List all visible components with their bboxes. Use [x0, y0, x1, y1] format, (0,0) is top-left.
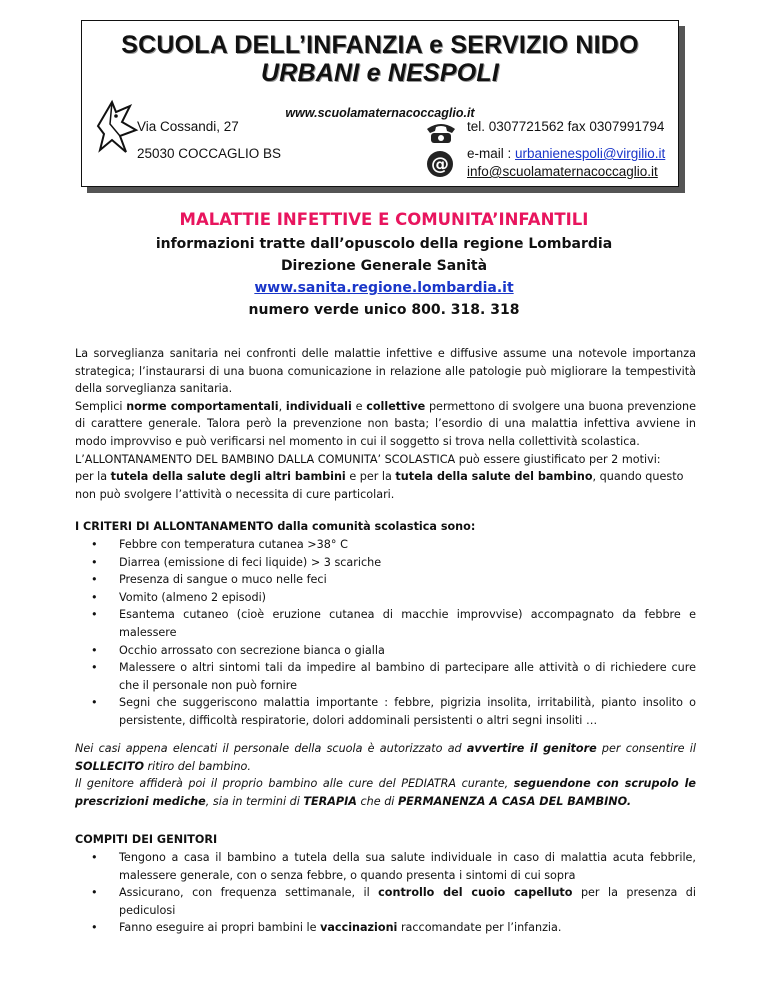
address: Via Cossandi, 27	[137, 119, 239, 134]
list-item: • Segni che suggeriscono malattia importante : febbre, pigrizia insolita, irritabilità, pianto insolito o persistente, difficoltà respiratorie, dolori addominali persistenti o altri segni insoliti …	[91, 694, 696, 729]
criteria-list	[91, 536, 696, 730]
list-item: • Vomito (almeno 2 episodi)	[91, 589, 696, 607]
intro-paragraph: Semplici norme comportamentali, individuali e collettive permettono di svolgere una buona prevenzione di carattere generale. Talora però la prevenzione non basta; l’esordio di una malattia infettiva avviene in modo improvviso e può verificarsi nel momento in cui il soggetto si trova nella collettività scolastica.	[75, 399, 696, 448]
criteria-heading: I CRITERI DI ALLONTANAMENTO dalla comunità scolastica sono:	[75, 520, 476, 533]
letterhead	[81, 20, 679, 187]
sanita-link[interactable]: www.sanita.regione.lombardia.it	[254, 280, 514, 296]
note-line: Il genitore affiderà poi il proprio bambino alle cure del PEDIATRA curante, seguendone con scrupolo le prescrizioni mediche, sia in termini di TERAPIA che di PERMANENZA A CASA DEL BAMBINO.	[75, 777, 696, 808]
subtitle-phone: numero verde unico 800. 318. 318	[248, 302, 520, 318]
subtitle-source: informazioni tratte dall’opuscolo della regione Lombardia	[155, 236, 613, 252]
subtitle-link-row	[0, 280, 768, 296]
list-item: • Presenza di sangue o muco nelle feci	[91, 571, 696, 589]
italic-note	[75, 740, 696, 810]
school-name: SCUOLA DELL’INFANZIA e SERVIZIO NIDO	[121, 31, 639, 59]
parents-duties-heading: COMPITI DEI GENITORI	[75, 833, 218, 846]
school-name-line2: URBANI e NESPOLI	[261, 59, 499, 87]
subtitle-direction: Direzione Generale Sanità	[280, 258, 488, 274]
document-title: MALATTIE INFETTIVE E COMUNITA’INFANTILI	[179, 210, 589, 229]
telephone-icon	[424, 119, 458, 145]
bird-logo-icon	[92, 96, 140, 158]
list-item: • Assicurano, con frequenza settimanale, il controllo del cuoio capelluto per la presenza di pediculosi	[91, 884, 696, 919]
city: 25030 COCCAGLIO BS	[137, 146, 282, 161]
list-item: • Fanno eseguire ai propri bambini le vaccinazioni raccomandate per l’infanzia.	[91, 919, 696, 937]
email-label: e-mail :	[467, 146, 516, 161]
svg-text:@: @	[431, 154, 449, 175]
school-website[interactable]: www.scuolamaternacoccaglio.it	[285, 106, 475, 120]
email2-link[interactable]: info@scuolamaternacoccaglio.it	[467, 164, 658, 179]
parents-duties-list	[91, 849, 696, 937]
list-item: • Malessere o altri sintomi tali da impedire al bambino di partecipare alle attività o di richiedere cure che il personale non può fornire	[91, 659, 696, 694]
email-link[interactable]: urbanienespoli@virgilio.it	[515, 146, 666, 161]
list-item: • Occhio arrossato con secrezione bianca o gialla	[91, 642, 696, 660]
intro-paragraph: L’ALLONTANAMENTO DEL BAMBINO DALLA COMUNITA’ SCOLASTICA può essere giustificato per 2 motivi:	[75, 452, 661, 466]
list-item: • Febbre con temperatura cutanea >38° C	[91, 536, 696, 554]
list-item: • Tengono a casa il bambino a tutela della sua salute individuale in caso di malattia acuta febbrile, malessere generale, con o senza febbre, o quando presenta i sintomi di cui sopra	[91, 849, 696, 884]
intro-paragraph: per la tutela della salute degli altri bambini e per la tutela della salute del bambino, quando questo non può svolgere l’attività o necessita di cure particolari.	[75, 470, 684, 501]
email-line	[467, 146, 665, 161]
email-at-icon	[424, 149, 456, 179]
note-line: Nei casi appena elencati il personale della scuola è autorizzato ad avvertire il genitore per consentire il SOLLECITO ritiro del bambino.	[75, 742, 696, 773]
list-item: • Esantema cutaneo (cioè eruzione cutanea di macchie improvvise) accompagnato da febbre e malessere	[91, 606, 696, 641]
telephone-fax: tel. 0307721562 fax 0307991794	[467, 119, 665, 134]
intro-section	[75, 345, 696, 503]
list-item: • Diarrea (emissione di feci liquide) > 3 scariche	[91, 554, 696, 572]
intro-paragraph: La sorveglianza sanitaria nei confronti delle malattie infettive e diffusive assume una notevole importanza strategica; l’instaurarsi di una buona comunicazione in relazione alle patologie può migliorare la tempestività della sorveglianza sanitaria.	[75, 347, 696, 396]
